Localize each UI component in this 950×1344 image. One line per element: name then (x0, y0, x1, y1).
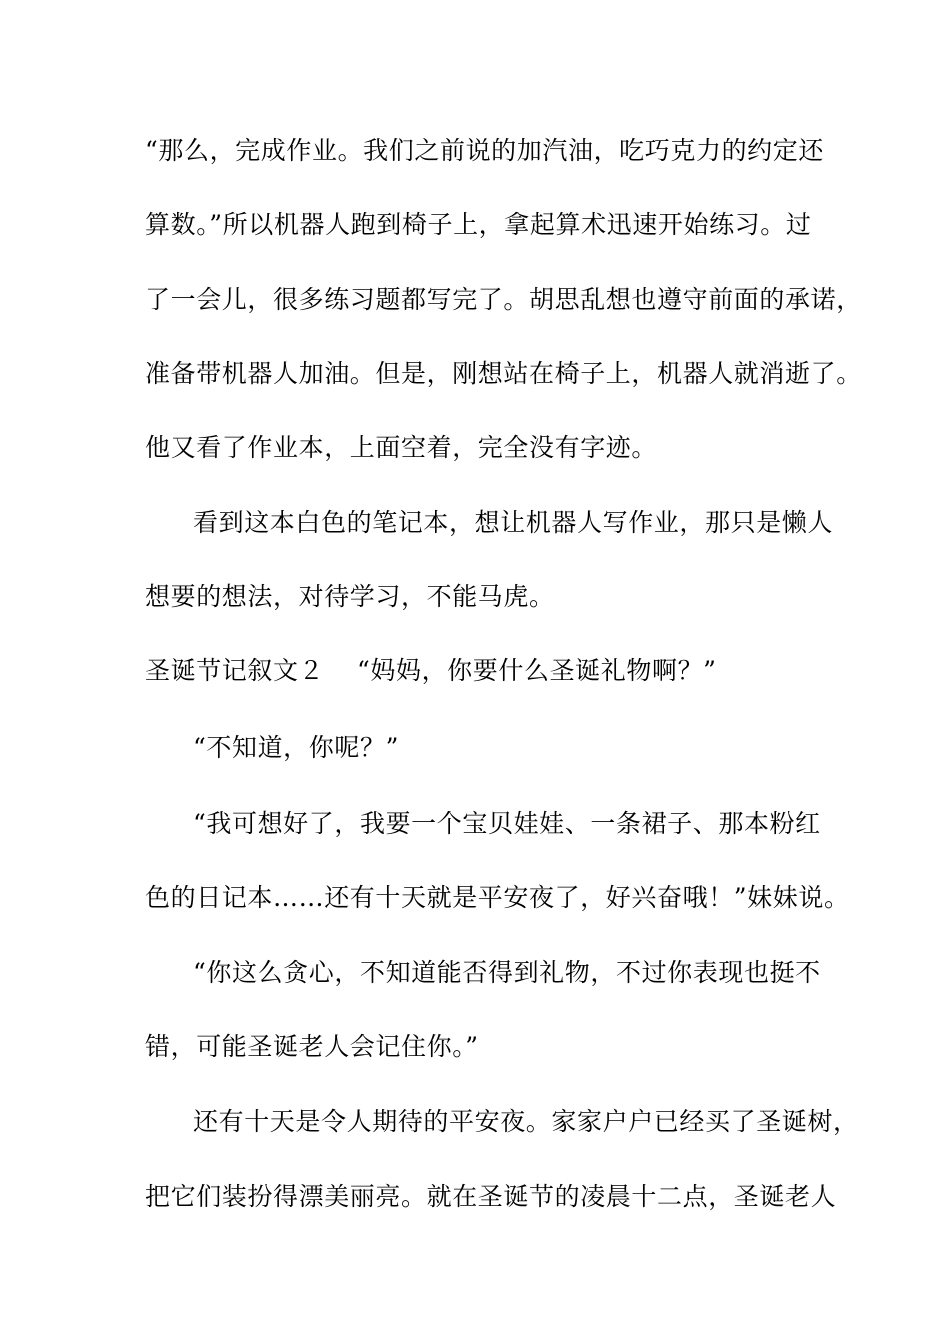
paragraph-line: 色的日记本……还有十天就是平安夜了，好兴奋哦！”妹妹说。 (145, 883, 850, 912)
dialogue-line: “妈妈，你要什么圣诞礼物啊？” (357, 656, 717, 685)
paragraph-line: “那么，完成作业。我们之前说的加汽油，吃巧克力的约定还 (145, 136, 824, 165)
paragraph-line: 了一会儿，很多练习题都写完了。胡思乱想也遵守前面的承诺， (145, 285, 862, 314)
paragraph-line: 还有十天是令人期待的平安夜。家家户户已经买了圣诞树， (193, 1107, 859, 1136)
paragraph-line: 错，可能圣诞老人会记住你。” (145, 1032, 479, 1061)
paragraph-line: 他又看了作业本，上面空着，完全没有字迹。 (145, 433, 658, 462)
paragraph-line: 准备带机器人加油。但是，刚想站在椅子上，机器人就消逝了。 (145, 359, 862, 388)
paragraph-line: 想要的想法，对待学习，不能马虎。 (145, 582, 555, 611)
dialogue-line: “我可想好了，我要一个宝贝娃娃、一条裙子、那本粉红 (193, 809, 821, 838)
dialogue-line: “你这么贪心，不知道能否得到礼物，不过你表现也挺不 (193, 958, 821, 987)
paragraph-line: 看到这本白色的笔记本，想让机器人写作业，那只是懒人 (193, 508, 834, 537)
dialogue-line: “不知道，你呢？” (193, 733, 399, 762)
section-heading: 圣诞节记叙文２ (145, 656, 325, 685)
paragraph-line: 算数。”所以机器人跑到椅子上，拿起算术迅速开始练习。过 (145, 210, 812, 239)
paragraph-line: 把它们装扮得漂美丽亮。就在圣诞节的凌晨十二点，圣诞老人 (145, 1182, 837, 1211)
section-heading-line (145, 656, 845, 686)
